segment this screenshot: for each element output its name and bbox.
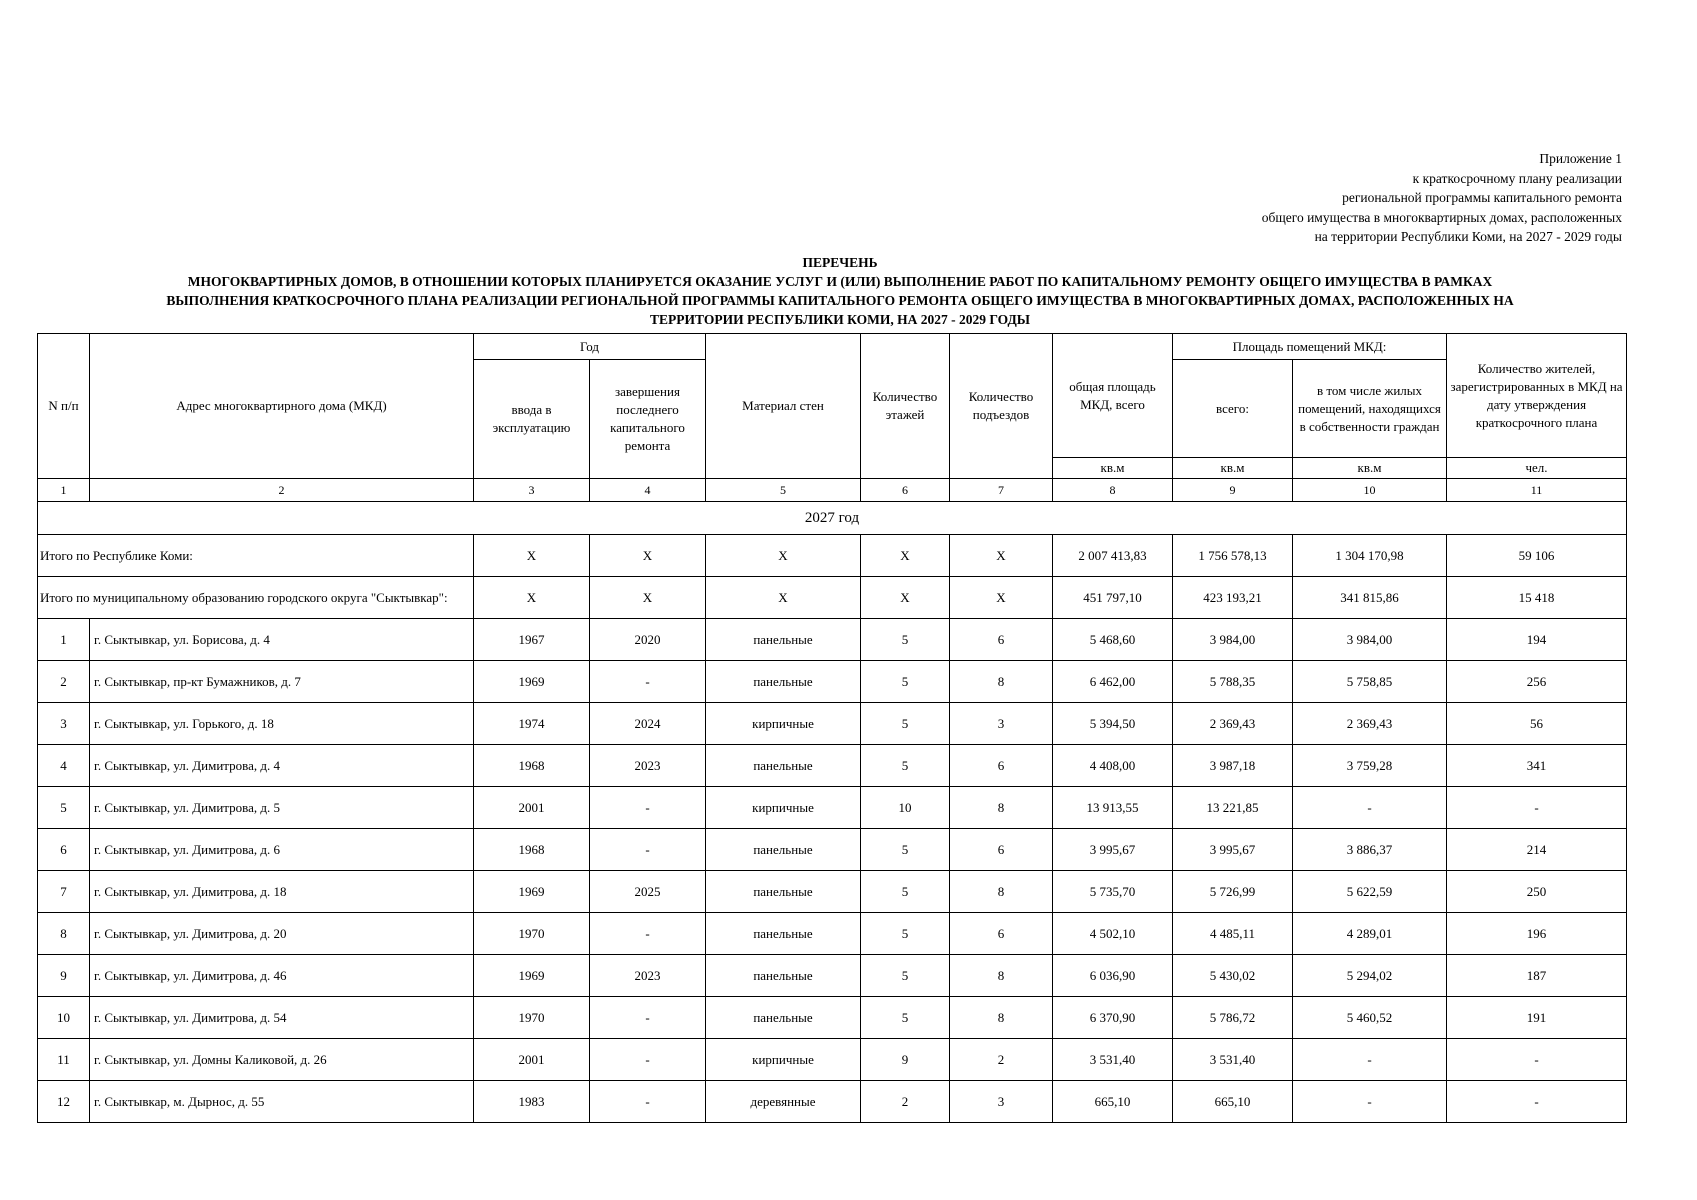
header-total-area: общая площадь МКД, всего (1053, 334, 1173, 458)
row-floors: 5 (861, 997, 950, 1039)
row-entrances: 8 (950, 787, 1053, 829)
row-year-commissioning: 1970 (474, 913, 590, 955)
row-floors: 5 (861, 871, 950, 913)
unit-cell: кв.м (1293, 458, 1447, 479)
row-year-last-repair: - (590, 1081, 706, 1123)
appendix-line: региональной программы капитального ремонта (1342, 190, 1622, 206)
row-area-all: 5 786,72 (1173, 997, 1293, 1039)
row-residents: 341 (1447, 745, 1627, 787)
table-row (38, 745, 1627, 787)
row-address: г. Сыктывкар, ул. Димитрова, д. 4 (90, 745, 474, 787)
column-number: 6 (861, 479, 950, 502)
row-wall-material: панельные (706, 955, 861, 997)
row-area-private: 3 984,00 (1293, 619, 1447, 661)
row-address: г. Сыктывкар, ул. Димитрова, д. 20 (90, 913, 474, 955)
title-line: ВЫПОЛНЕНИЯ КРАТКОСРОЧНОГО ПЛАНА РЕАЛИЗАЦИИ РЕГИОНАЛЬНОЙ ПРОГРАММЫ КАПИТАЛЬНОГО РЕМОНТА ОБЩЕГО ИМУЩЕСТВА В МНОГОКВАРТИРНЫХ ДОМАХ, РАСПОЛОЖЕННЫХ НА (166, 293, 1514, 308)
row-address: г. Сыктывкар, ул. Димитрова, д. 6 (90, 829, 474, 871)
row-residents: 250 (1447, 871, 1627, 913)
row-area-private: 3 759,28 (1293, 745, 1447, 787)
unit-cell: кв.м (1173, 458, 1293, 479)
total-cell: X (861, 577, 950, 619)
row-number: 1 (38, 619, 90, 661)
title-line: ПЕРЕЧЕНЬ (802, 255, 878, 270)
document-title (60, 253, 1620, 329)
table-row (38, 829, 1627, 871)
row-wall-material: панельные (706, 745, 861, 787)
row-area-private: 2 369,43 (1293, 703, 1447, 745)
row-address: г. Сыктывкар, ул. Домны Каликовой, д. 26 (90, 1039, 474, 1081)
row-entrances: 6 (950, 619, 1053, 661)
row-number: 4 (38, 745, 90, 787)
total-cell: 59 106 (1447, 535, 1627, 577)
row-floors: 5 (861, 745, 950, 787)
row-address: г. Сыктывкар, ул. Димитрова, д. 46 (90, 955, 474, 997)
row-area-private: - (1293, 1081, 1447, 1123)
row-address: г. Сыктывкар, ул. Горького, д. 18 (90, 703, 474, 745)
row-entrances: 6 (950, 745, 1053, 787)
row-floors: 2 (861, 1081, 950, 1123)
row-entrances: 8 (950, 955, 1053, 997)
appendix-line: на территории Республики Коми, на 2027 - 2029 годы (1314, 229, 1622, 245)
row-year-commissioning: 1983 (474, 1081, 590, 1123)
total-cell: X (706, 577, 861, 619)
row-floors: 5 (861, 829, 950, 871)
title-line: ТЕРРИТОРИИ РЕСПУБЛИКИ КОМИ, НА 2027 - 2029 ГОДЫ (650, 312, 1030, 327)
row-year-last-repair: - (590, 997, 706, 1039)
row-year-commissioning: 1970 (474, 997, 590, 1039)
table-row (38, 913, 1627, 955)
header-num: N п/п (38, 334, 90, 479)
title-line: МНОГОКВАРТИРНЫХ ДОМОВ, В ОТНОШЕНИИ КОТОРЫХ ПЛАНИРУЕТСЯ ОКАЗАНИЕ УСЛУГ И (ИЛИ) ВЫПОЛНЕНИЕ РАБОТ ПО КАПИТАЛЬНОМУ РЕМОНТУ ОБЩЕГО ИМУЩЕСТВА В РАМКАХ (187, 274, 1493, 289)
header-residents: Количество жителей, зарегистрированных в МКД на дату утверждения краткосрочного плана (1447, 334, 1627, 458)
row-year-commissioning: 1969 (474, 661, 590, 703)
row-residents: - (1447, 1039, 1627, 1081)
row-residents: 256 (1447, 661, 1627, 703)
row-floors: 5 (861, 703, 950, 745)
total-cell: X (950, 535, 1053, 577)
row-year-commissioning: 2001 (474, 787, 590, 829)
total-cell: 1 304 170,98 (1293, 535, 1447, 577)
row-number: 12 (38, 1081, 90, 1123)
row-wall-material: панельные (706, 997, 861, 1039)
row-floors: 5 (861, 619, 950, 661)
row-area-all: 3 995,67 (1173, 829, 1293, 871)
table-row (38, 1081, 1627, 1123)
total-cell: X (950, 577, 1053, 619)
row-floors: 9 (861, 1039, 950, 1081)
header-year-last-repair: завершения последнего капитального ремонта (590, 360, 706, 479)
row-year-last-repair: - (590, 913, 706, 955)
total-row-republic (38, 535, 1627, 577)
total-cell: X (706, 535, 861, 577)
row-total-area: 665,10 (1053, 1081, 1173, 1123)
total-cell: X (590, 577, 706, 619)
row-area-all: 3 987,18 (1173, 745, 1293, 787)
header-floors: Количество этажей (861, 334, 950, 479)
row-number: 6 (38, 829, 90, 871)
row-entrances: 3 (950, 703, 1053, 745)
row-entrances: 8 (950, 997, 1053, 1039)
total-cell: 423 193,21 (1173, 577, 1293, 619)
row-wall-material: деревянные (706, 1081, 861, 1123)
row-year-commissioning: 2001 (474, 1039, 590, 1081)
column-number: 11 (1447, 479, 1627, 502)
row-area-all: 5 788,35 (1173, 661, 1293, 703)
row-number: 10 (38, 997, 90, 1039)
row-wall-material: кирпичные (706, 703, 861, 745)
row-number: 7 (38, 871, 90, 913)
row-number: 5 (38, 787, 90, 829)
row-number: 3 (38, 703, 90, 745)
row-area-all: 13 221,85 (1173, 787, 1293, 829)
appendix-block (1262, 149, 1622, 247)
row-wall-material: кирпичные (706, 787, 861, 829)
total-label: Итого по муниципальному образованию городского округа "Сыктывкар": (38, 577, 474, 619)
row-area-private: 5 758,85 (1293, 661, 1447, 703)
row-wall-material: панельные (706, 829, 861, 871)
row-entrances: 8 (950, 871, 1053, 913)
row-area-private: 5 460,52 (1293, 997, 1447, 1039)
row-year-last-repair: 2025 (590, 871, 706, 913)
column-number: 5 (706, 479, 861, 502)
row-area-all: 2 369,43 (1173, 703, 1293, 745)
header-year-commissioning: ввода в эксплуатацию (474, 360, 590, 479)
row-year-last-repair: 2023 (590, 745, 706, 787)
row-total-area: 5 735,70 (1053, 871, 1173, 913)
row-floors: 5 (861, 955, 950, 997)
row-area-private: 5 622,59 (1293, 871, 1447, 913)
row-address: г. Сыктывкар, пр-кт Бумажников, д. 7 (90, 661, 474, 703)
row-floors: 5 (861, 661, 950, 703)
column-number: 10 (1293, 479, 1447, 502)
table-row (38, 661, 1627, 703)
total-cell: 2 007 413,83 (1053, 535, 1173, 577)
table-row (38, 871, 1627, 913)
column-number: 2 (90, 479, 474, 502)
total-cell: X (861, 535, 950, 577)
appendix-line: общего имущества в многоквартирных домах, расположенных (1261, 209, 1622, 225)
total-cell: 451 797,10 (1053, 577, 1173, 619)
header-wall-material: Материал стен (706, 334, 861, 479)
column-number-row (38, 479, 1627, 502)
column-number: 1 (38, 479, 90, 502)
row-residents: 194 (1447, 619, 1627, 661)
row-year-commissioning: 1968 (474, 745, 590, 787)
total-row-municipality (38, 577, 1627, 619)
table-row (38, 997, 1627, 1039)
row-total-area: 13 913,55 (1053, 787, 1173, 829)
row-year-last-repair: - (590, 829, 706, 871)
row-address: г. Сыктывкар, ул. Борисова, д. 4 (90, 619, 474, 661)
table-row (38, 619, 1627, 661)
row-area-all: 3 984,00 (1173, 619, 1293, 661)
row-address: г. Сыктывкар, ул. Димитрова, д. 18 (90, 871, 474, 913)
total-cell: X (474, 535, 590, 577)
row-total-area: 4 502,10 (1053, 913, 1173, 955)
table-row (38, 787, 1627, 829)
total-cell: X (590, 535, 706, 577)
row-total-area: 3 995,67 (1053, 829, 1173, 871)
unit-cell: кв.м (1053, 458, 1173, 479)
table-row (38, 703, 1627, 745)
row-entrances: 6 (950, 913, 1053, 955)
row-residents: - (1447, 787, 1627, 829)
row-wall-material: панельные (706, 871, 861, 913)
row-residents: 187 (1447, 955, 1627, 997)
row-number: 9 (38, 955, 90, 997)
row-number: 2 (38, 661, 90, 703)
total-cell: 341 815,86 (1293, 577, 1447, 619)
header-area-group: Площадь помещений МКД: (1173, 334, 1447, 360)
row-total-area: 6 370,90 (1053, 997, 1173, 1039)
row-total-area: 6 036,90 (1053, 955, 1173, 997)
row-residents: 196 (1447, 913, 1627, 955)
header-area-private: в том числе жилых помещений, находящихся в собственности граждан (1293, 360, 1447, 458)
appendix-line: Приложение 1 (1539, 151, 1622, 166)
row-total-area: 3 531,40 (1053, 1039, 1173, 1081)
header-address: Адрес многоквартирного дома (МКД) (90, 334, 474, 479)
row-area-private: 3 886,37 (1293, 829, 1447, 871)
row-year-last-repair: 2023 (590, 955, 706, 997)
row-year-commissioning: 1968 (474, 829, 590, 871)
row-address: г. Сыктывкар, ул. Димитрова, д. 5 (90, 787, 474, 829)
row-year-last-repair: 2024 (590, 703, 706, 745)
row-year-last-repair: - (590, 787, 706, 829)
row-entrances: 6 (950, 829, 1053, 871)
column-number: 8 (1053, 479, 1173, 502)
row-year-commissioning: 1967 (474, 619, 590, 661)
row-number: 11 (38, 1039, 90, 1081)
row-entrances: 2 (950, 1039, 1053, 1081)
header-entrances: Количество подъездов (950, 334, 1053, 479)
row-entrances: 3 (950, 1081, 1053, 1123)
table-row (38, 1039, 1627, 1081)
year-section-label: 2027 год (38, 502, 1627, 535)
row-entrances: 8 (950, 661, 1053, 703)
row-year-last-repair: - (590, 1039, 706, 1081)
row-number: 8 (38, 913, 90, 955)
row-total-area: 6 462,00 (1053, 661, 1173, 703)
row-residents: 56 (1447, 703, 1627, 745)
column-number: 3 (474, 479, 590, 502)
row-area-private: 4 289,01 (1293, 913, 1447, 955)
unit-cell: чел. (1447, 458, 1627, 479)
header-year-group: Год (474, 334, 706, 360)
row-wall-material: панельные (706, 913, 861, 955)
row-total-area: 5 394,50 (1053, 703, 1173, 745)
total-cell: 1 756 578,13 (1173, 535, 1293, 577)
row-area-all: 4 485,11 (1173, 913, 1293, 955)
row-year-commissioning: 1969 (474, 955, 590, 997)
row-floors: 10 (861, 787, 950, 829)
header-area-all: всего: (1173, 360, 1293, 458)
row-area-all: 665,10 (1173, 1081, 1293, 1123)
row-wall-material: панельные (706, 619, 861, 661)
row-year-commissioning: 1969 (474, 871, 590, 913)
row-address: г. Сыктывкар, ул. Димитрова, д. 54 (90, 997, 474, 1039)
appendix-line: к краткосрочному плану реализации (1412, 170, 1622, 186)
column-number: 7 (950, 479, 1053, 502)
row-residents: 214 (1447, 829, 1627, 871)
houses-table (37, 333, 1627, 1123)
row-wall-material: кирпичные (706, 1039, 861, 1081)
row-address: г. Сыктывкар, м. Дырнос, д. 55 (90, 1081, 474, 1123)
row-wall-material: панельные (706, 661, 861, 703)
row-year-commissioning: 1974 (474, 703, 590, 745)
row-year-last-repair: 2020 (590, 619, 706, 661)
row-floors: 5 (861, 913, 950, 955)
row-area-private: - (1293, 787, 1447, 829)
row-total-area: 5 468,60 (1053, 619, 1173, 661)
total-cell: 15 418 (1447, 577, 1627, 619)
column-number: 4 (590, 479, 706, 502)
row-area-private: - (1293, 1039, 1447, 1081)
row-residents: 191 (1447, 997, 1627, 1039)
row-area-private: 5 294,02 (1293, 955, 1447, 997)
row-area-all: 5 430,02 (1173, 955, 1293, 997)
total-cell: X (474, 577, 590, 619)
row-year-last-repair: - (590, 661, 706, 703)
row-area-all: 5 726,99 (1173, 871, 1293, 913)
row-total-area: 4 408,00 (1053, 745, 1173, 787)
row-residents: - (1447, 1081, 1627, 1123)
column-number: 9 (1173, 479, 1293, 502)
table-row (38, 955, 1627, 997)
row-area-all: 3 531,40 (1173, 1039, 1293, 1081)
total-label: Итого по Республике Коми: (38, 535, 474, 577)
